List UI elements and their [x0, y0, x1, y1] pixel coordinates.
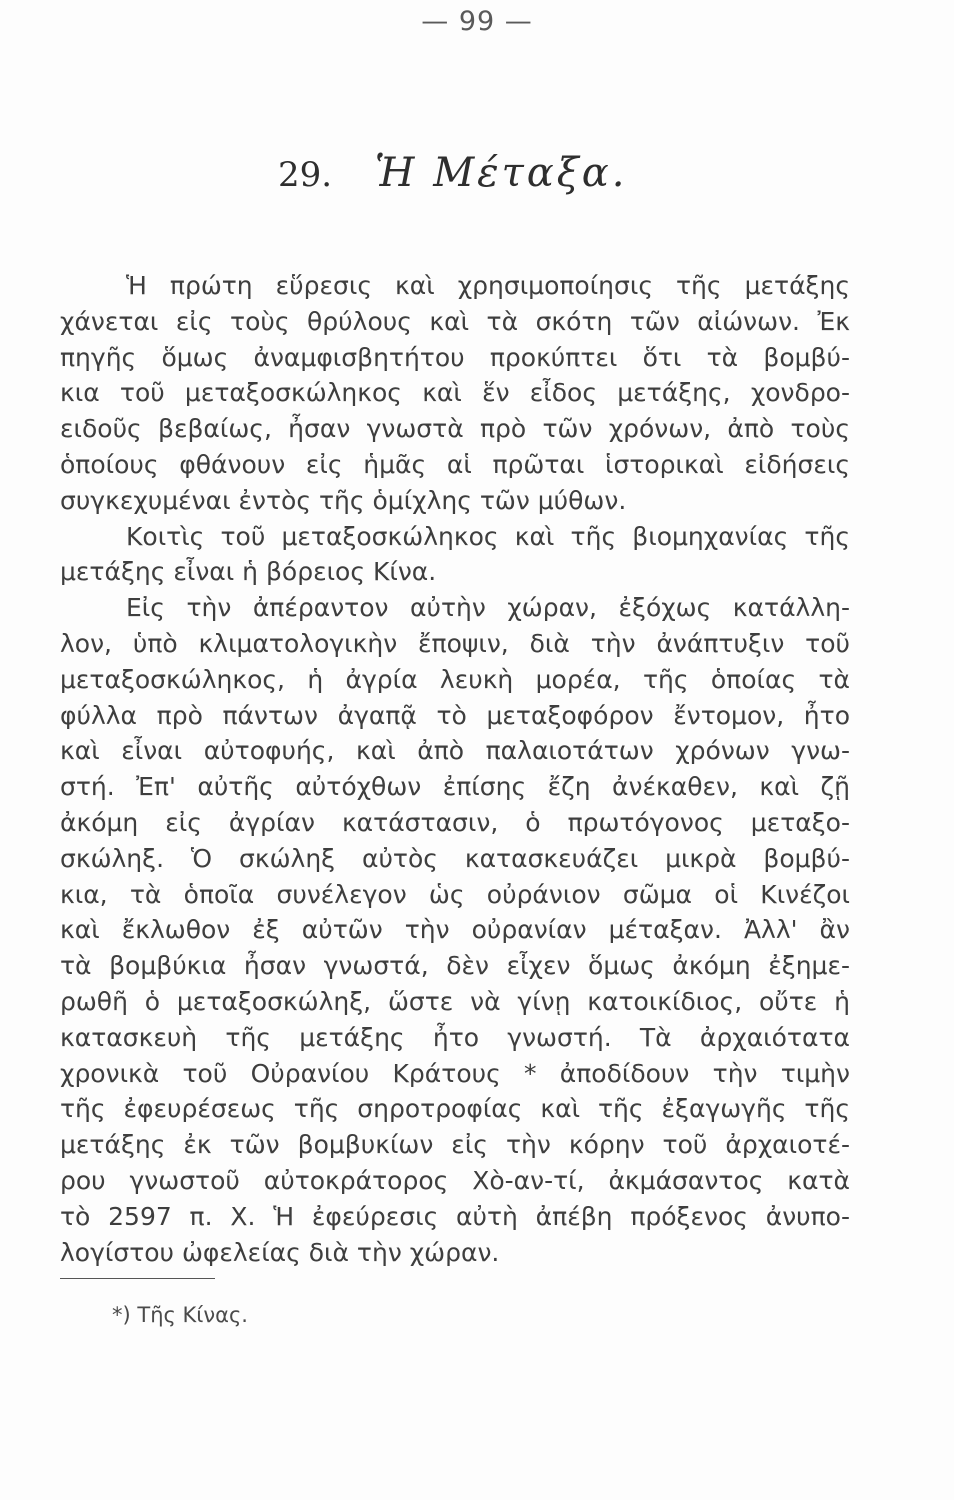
body-text [60, 268, 850, 1270]
footnote-divider [60, 1278, 215, 1279]
text-line: ἀκόμη εἰς ἀγρίαν κατάστασιν, ὁ πρωτόγονος μεταξο- [60, 807, 850, 837]
text-line: μετάξης εἶναι ἡ βόρειος Κίνα. [60, 557, 437, 587]
text-line: μεταξοσκώληκος, ἡ ἀγρία λευκὴ μορέα, τῆς ὁποίας τὰ [60, 664, 850, 694]
text-line: μετάξης ἐκ τῶν βομβυκίων εἰς τὴν κόρην τοῦ ἀρχαιοτέ- [60, 1130, 850, 1160]
text-line: λογίστου ὠφελείας διὰ τὴν χώραν. [60, 1237, 500, 1267]
chapter-heading [278, 150, 628, 196]
text-line: στή. Ἐπ' αὐτῆς αὐτόχθων ἐπίσης ἔζη ἀνέκαθεν, καὶ ζῇ [60, 772, 850, 802]
text-line: τῆς ἐφευρέσεως τῆς σηροτροφίας καὶ τῆς ἐξαγωγῆς τῆς [60, 1094, 850, 1124]
text-line: κια τοῦ μεταξοσκώληκος καὶ ἕν εἶδος μετάξης, χονδρο- [60, 378, 850, 408]
text-line: κατασκευὴ τῆς μετάξης ἦτο γνωστή. Τὰ ἀρχαιότατα [60, 1022, 850, 1052]
footnote: *) Τῆς Κίνας. [112, 1303, 248, 1327]
text-line: σκώληξ. Ὁ σκώληξ αὐτὸς κατασκευάζει μικρὰ βομβύ- [60, 843, 850, 873]
text-line: καὶ ἔκλωθον ἐξ αὐτῶν τὴν οὐρανίαν μέταξαν. Ἀλλ' ἂν [60, 915, 850, 945]
text-line: πηγῆς ὅμως ἀναμφισβητήτου προκύπτει ὅτι τὰ βομβύ- [60, 342, 850, 372]
page-number: — 99 — [421, 6, 533, 37]
text-line: τὰ βομβύκια ἦσαν γνωστά, δὲν εἶχεν ὅμως ἀκόμη ἐξημε- [60, 951, 850, 981]
text-line: κια, τὰ ὁποῖα συνέλεγον ὡς οὐράνιον σῶμα οἱ Κινέζοι [60, 879, 850, 909]
text-line: συγκεχυμέναι ἐντὸς τῆς ὁμίχλης τῶν μύθων. [60, 485, 627, 515]
chapter-title: Ἡ Μέταξα. [374, 150, 628, 196]
text-line: φύλλα πρὸ πάντων ἀγαπᾷ τὸ μεταξοφόρον ἔντομον, ἦτο [60, 700, 850, 730]
text-line: ρου γνωστοῦ αὐτοκράτορος Χὸ-αν-τί, ἀκμάσαντος κατὰ [60, 1165, 850, 1195]
text-line: ὁποίους φθάνουν εἰς ἡμᾶς αἱ πρῶται ἱστορικαὶ εἰδήσεις [60, 449, 850, 479]
text-line: λον, ὑπὸ κλιματολογικὴν ἔποψιν, διὰ τὴν ἀνάπτυξιν τοῦ [60, 628, 850, 658]
text-line: Εἰς τὴν ἀπέραντον αὐτὴν χώραν, ἐξόχως κατάλλη- [126, 593, 850, 623]
text-line: χάνεται εἰς τοὺς θρύλους καὶ τὰ σκότη τῶν αἰώνων. Ἐκ [60, 306, 850, 336]
text-line: Κοιτὶς τοῦ μεταξοσκώληκος καὶ τῆς βιομηχανίας τῆς [126, 521, 850, 551]
text-line: χρονικὰ τοῦ Οὐρανίου Κράτους * ἀποδίδουν τὴν τιμὴν [60, 1058, 850, 1088]
text-line: Ἡ πρώτη εὕρεσις καὶ χρησιμοποίησις τῆς μετάξης [126, 271, 850, 300]
text-line: ειδοῦς βεβαίως, ἦσαν γνωστὰ πρὸ τῶν χρόνων, ἀπὸ τοὺς [60, 414, 850, 444]
text-line: καὶ εἶναι αὐτοφυής, καὶ ἀπὸ παλαιοτάτων χρόνων γνω- [60, 736, 850, 766]
chapter-number: 29. [278, 155, 333, 195]
text-line: ρωθῆ ὁ μεταξοσκώληξ, ὥστε νὰ γίνῃ κατοικίδιος, οὔτε ἡ [60, 986, 850, 1016]
text-line: τὸ 2597 π. Χ. Ἡ ἐφεύρεσις αὐτὴ ἀπέβη πρόξενος ἀνυπο- [60, 1201, 850, 1231]
